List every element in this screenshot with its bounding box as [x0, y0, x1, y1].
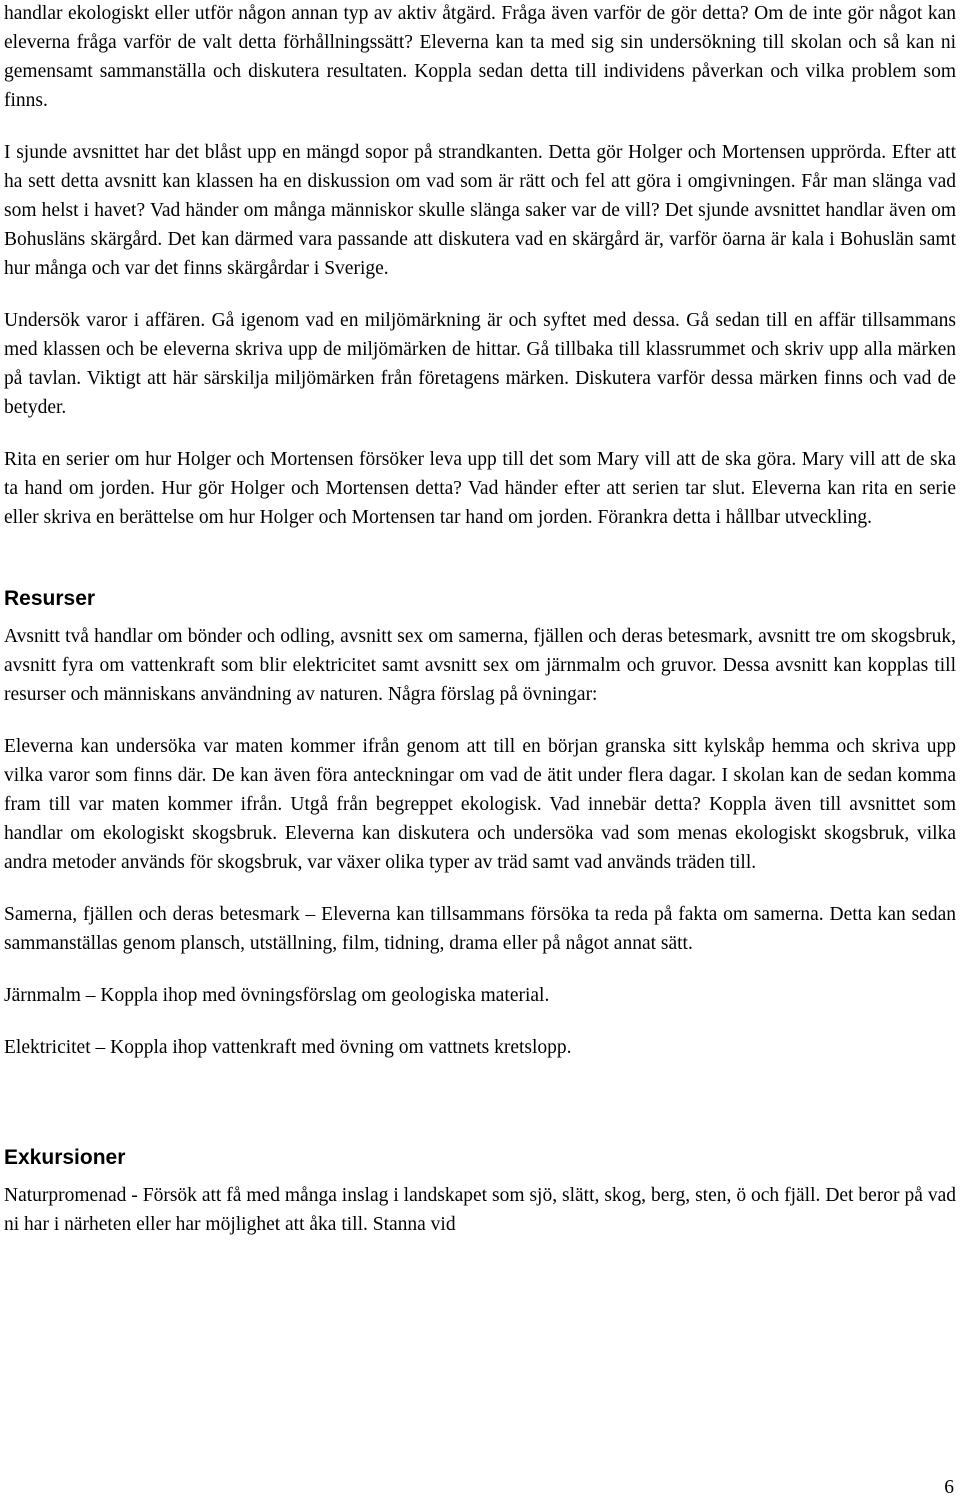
section-heading-exkursioner: Exkursioner: [4, 1146, 126, 1169]
paragraph-sjunde-avsnittet: I sjunde avsnittet har det blåst upp en mängd sopor på strandkanten. Detta gör Holger och Mortensen upprörda. Efter att ha sett detta avsnitt kan klassen ha en diskussion om vad som är rätt och fel att göra i omgivningen. Får man slänga vad som helst i havet? Vad händer om många människor skulle slänga saker var de vill? Det sjunde avsnittet handlar även om Bohusläns skärgård. Det kan därmed vara passande att diskutera vad en skärgård är, varför öarna är kala i Bohuslän samt hur många och var det finns skärgårdar i Sverige.: [4, 142, 956, 279]
document-page: [4, 0, 956, 1239]
paragraph-undersoka-maten: Eleverna kan undersöka var maten kommer ifrån genom att till en början granska sitt kylskåp hemma och skriva upp vilka varor som finns där. De kan även föra anteckningar om vad de ätit under flera dagar. I skolan kan de sedan komma fram till var maten kommer ifrån. Utgå från begreppet ekologisk. Vad innebär detta? Koppla även till avsnittet som handlar om ekologiskt skogsbruk. Eleverna kan diskutera och undersöka vad som menas ekologiskt skogsbruk, vilka andra metoder används för skogsbruk, var växer olika typer av träd samt vad används träden till.: [4, 736, 956, 873]
paragraph-elektricitet: Elektricitet – Koppla ihop vattenkraft med övning om vattnets kretslopp.: [4, 1037, 572, 1058]
page-number: 6: [944, 1477, 954, 1498]
paragraph-ekologiskt: handlar ekologiskt eller utför någon annan typ av aktiv åtgärd. Fråga även varför de gör detta? Om de inte gör något kan eleverna fråga varför de valt detta förhållningssätt? Eleverna kan ta med sig sin undersökning till skolan och så kan ni gemensamt sammanställa och diskutera resultaten. Koppla sedan detta till individens påverkan och vilka problem som finns.: [4, 3, 956, 111]
paragraph-jarnmalm: Järnmalm – Koppla ihop med övningsförslag om geologiska material.: [4, 985, 550, 1006]
paragraph-samerna: Samerna, fjällen och deras betesmark – Eleverna kan tillsammans försöka ta reda på fakta om samerna. Detta kan sedan sammanställas genom plansch, utställning, film, tidning, drama eller på något annat sätt.: [4, 904, 956, 954]
paragraph-naturpromenad: Naturpromenad - Försök att få med många inslag i landskapet som sjö, slätt, skog, berg, sten, ö och fjäll. Det beror på vad ni har i närheten eller har möjlighet att åka till. Stanna vid: [4, 1185, 956, 1235]
section-heading-resurser: Resurser: [4, 587, 96, 610]
paragraph-avsnitt-tva: Avsnitt två handlar om bönder och odling, avsnitt sex om samerna, fjällen och deras betesmark, avsnitt tre om skogsbruk, avsnitt fyra om vattenkraft som blir elektricitet samt avsnitt sex om järnmalm och gruvor. Dessa avsnitt kan kopplas till resurser och människans användning av naturen. Några förslag på övningar:: [4, 626, 956, 705]
paragraph-undersok-varor: Undersök varor i affären. Gå igenom vad en miljömärkning är och syftet med dessa. Gå sedan till en affär tillsammans med klassen och be eleverna skriva upp de miljömärken de hittar. Gå tillbaka till klassrummet och skriv upp alla märken på tavlan. Viktigt att här särskilja miljömärken från företagens märken. Diskutera varför dessa märken finns och vad de betyder.: [4, 310, 956, 418]
paragraph-rita-serier: Rita en serier om hur Holger och Mortensen försöker leva upp till det som Mary vill att de ska göra. Mary vill att de ska ta hand om jorden. Hur gör Holger och Mortensen detta? Vad händer efter att serien tar slut. Eleverna kan rita en serie eller skriva en berättelse om hur Holger och Mortensen tar hand om jorden. Förankra detta i hållbar utveckling.: [4, 449, 956, 528]
